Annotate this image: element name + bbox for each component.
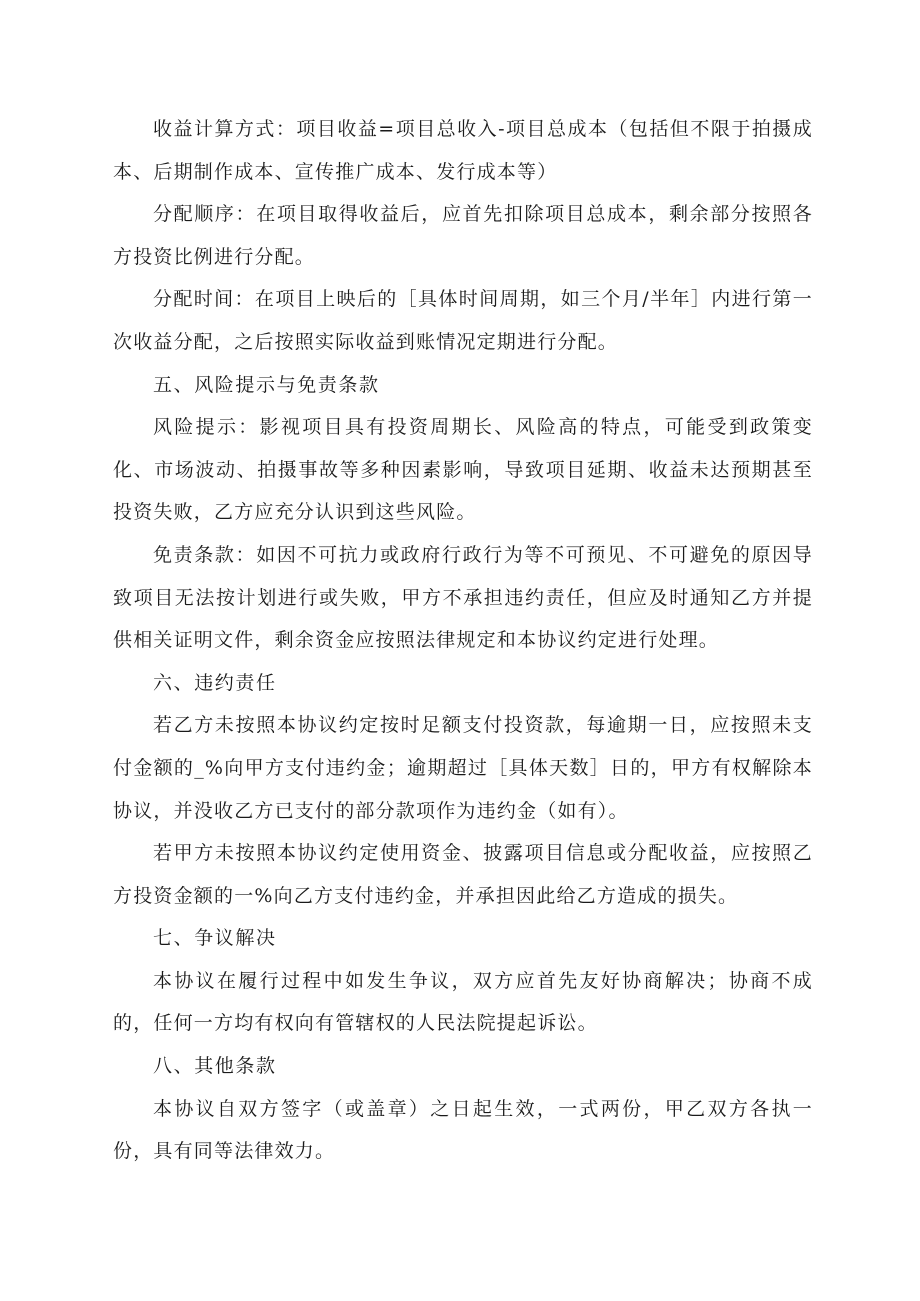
paragraph-distribution-time: 分配时间：在项目上映后的［具体时间周期，如三个月/半年］内进行第一次收益分配，之后按照实际收益到账情况定期进行分配。: [113, 288, 813, 353]
paragraph-party-a-breach: 若甲方未按照本协议约定使用资金、披露项目信息或分配收益，应按照乙方投资金额的一%向乙方支付违约金，并承担因此给乙方造成的损失。: [113, 842, 813, 907]
paragraph-effectiveness: 本协议自双方签字（或盖章）之日起生效，一式两份，甲乙双方各执一份，具有同等法律效力。: [113, 1097, 813, 1163]
section-heading-other: 八、其他条款: [153, 1055, 277, 1078]
document-page: [113, 108, 813, 1173]
section-heading-risk: 五、风险提示与免责条款: [153, 373, 380, 396]
paragraph-distribution-order: 分配顺序：在项目取得收益后，应首先扣除项目总成本，剩余部分按照各方投资比例进行分配。: [113, 203, 813, 268]
section-heading-liability: 六、违约责任: [153, 671, 277, 694]
paragraph-revenue-calculation: 收益计算方式：项目收益=项目总收入-项目总成本（包括但不限于拍摄成本、后期制作成本、宣传推广成本、发行成本等）: [113, 118, 813, 183]
paragraph-dispute-resolution: 本协议在履行过程中如发生争议，双方应首先友好协商解决；协商不成的，任何一方均有权向有管辖权的人民法院提起诉讼。: [113, 969, 813, 1035]
paragraph-risk-notice: 风险提示：影视项目具有投资周期长、风险高的特点，可能受到政策变化、市场波动、拍摄事故等多种因素影响，导致项目延期、收益未达预期甚至投资失败，乙方应充分认识到这些风险。: [113, 416, 813, 524]
section-heading-dispute: 七、争议解决: [153, 927, 277, 950]
paragraph-party-b-breach: 若乙方未按照本协议约定按时足额支付投资款，每逾期一日，应按照未支付金额的_%向甲方支付违约金；逾期超过［具体天数］日的，甲方有权解除本协议，并没收乙方已支付的部分款项作为违约金（如有）。: [113, 714, 813, 822]
paragraph-disclaimer: 免责条款：如因不可抗力或政府行政行为等不可预见、不可避免的原因导致项目无法按计划进行或失败，甲方不承担违约责任，但应及时通知乙方并提供相关证明文件，剩余资金应按照法律规定和本协议约定进行处理。: [113, 543, 813, 652]
